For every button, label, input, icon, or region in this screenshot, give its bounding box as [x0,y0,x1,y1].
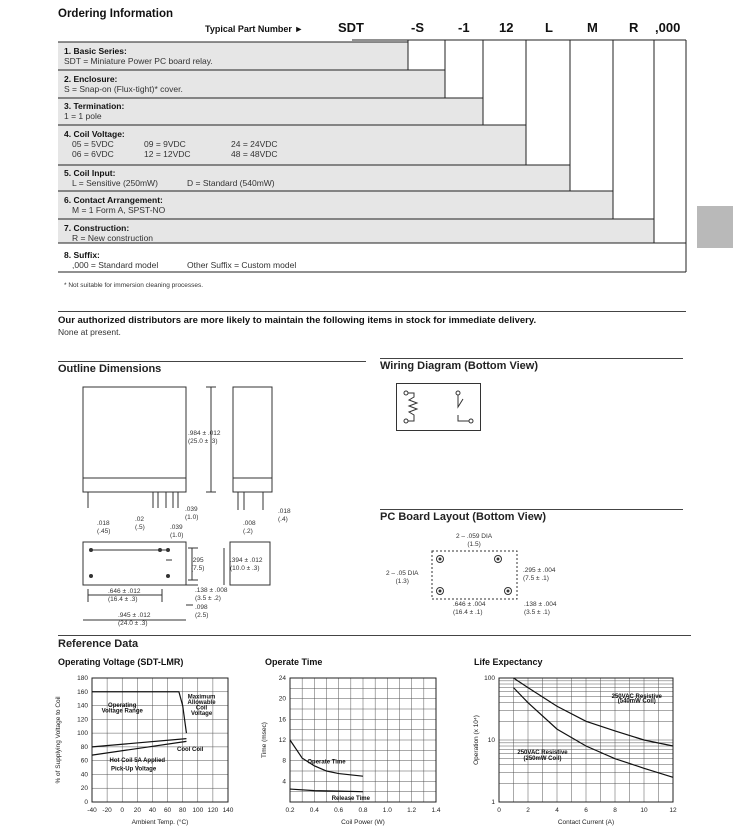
y-tick-label: 60 [80,757,88,765]
wiring-diagram [396,383,481,431]
annotation-label: Cool Coil [177,747,204,754]
y-tick-label: 20 [278,695,286,703]
row-line: L = Sensitive (250mW) [72,178,158,188]
row-line: 12 = 12VDC [144,149,191,159]
x-axis-label: Ambient Temp. (°C) [131,819,189,826]
x-tick-label: 0 [120,807,125,814]
annotation-label: Voltage [190,711,213,718]
row-line: S = Snap-on (Flux-tight)* cover. [64,84,183,94]
pcb-dim-059: 2 – .059 DIA (1.5) [456,533,493,548]
row-contact-arrangement [64,195,165,215]
y-tick-label: 160 [77,688,88,696]
y-tick-label: 80 [80,743,88,751]
side-tab [697,206,733,248]
annotation-label: Pick-Up Voltage [110,766,157,773]
row-line: Other Suffix = Custom model [187,260,297,270]
x-tick-label: 140 [222,807,234,814]
x-tick-label: 1.4 [431,807,441,814]
dim-008: .008 (.2) [243,520,256,535]
chart2-title: Operate Time [265,657,323,667]
row-line: SDT = Miniature Power PC board relay. [64,56,213,66]
annotation-label: 250VAC Resistive [611,693,662,700]
dim-138: .138 ± .008 (3.5 ± .2) [195,587,228,602]
y-tick-label: 120 [77,716,88,724]
life-expectancy-chart [468,672,688,830]
dim-height: .984 ± .012 (25.0 ± .3) [188,430,221,445]
x-tick-label: 0.6 [334,807,344,814]
annotation-label: 250VAC Resistive [517,749,568,756]
y-tick-label: 4 [282,778,286,786]
x-tick-label: 0.4 [309,807,319,814]
part-seg-2: -S [411,20,424,35]
y-axis-label: Time (msec) [261,722,268,758]
series-line [92,741,186,755]
y-tick-label: 24 [278,675,286,682]
row-construction [64,223,153,243]
series-line [92,739,186,747]
row-line: 06 = 6VDC [72,149,114,159]
row-title: 5. Coil Input: [64,168,116,178]
annotation-label: Hot Coil 5A Applied [109,758,166,765]
x-tick-label: 0.8 [358,807,368,814]
annotation-label: Release Time [331,795,370,802]
part-seg-3: -1 [458,20,470,35]
row-line: 48 = 48VDC [231,149,278,159]
dim-098: .098 (2.5) [195,604,209,619]
part-seg-7: R [629,20,639,35]
x-tick-label: 80 [179,807,187,814]
reference-title: Reference Data [58,638,139,650]
annotation-label: Operating [108,702,137,709]
row-coil-input [64,168,275,188]
annotation-label: Voltage Range [101,708,143,715]
annotation-label: (540mW Coil) [617,698,656,705]
y-tick-label: 1 [491,799,495,806]
row-title: 4. Coil Voltage: [64,129,125,139]
x-tick-label: 4 [555,807,559,814]
y-tick-label: 0 [84,799,88,806]
y-tick-label: 140 [77,702,88,710]
x-tick-label: 40 [148,807,157,814]
part-seg-8: ,000 [655,20,681,35]
pcb-dim-138: .138 ± .004 (3.5 ± .1) [524,601,557,616]
y-tick-label: 12 [278,737,286,744]
y-tick-label: 16 [278,716,286,724]
part-seg-1: SDT [338,20,364,35]
row-basic-series [64,46,213,66]
dim-02: .02 (.5) [135,516,145,531]
x-tick-label: 1.0 [382,807,392,814]
x-tick-label: 0 [497,807,501,814]
x-tick-label: 0.2 [285,807,295,814]
annotation-label: Allowable [187,700,216,707]
chart1-title: Operating Voltage (SDT-LMR) [58,657,184,667]
row-title: 1. Basic Series: [64,46,127,56]
part-seg-4: 12 [499,20,514,35]
footnote: * Not suitable for immersion cleaning processes. [64,282,204,289]
outline-title: Outline Dimensions [58,363,162,375]
x-tick-label: -40 [87,807,97,814]
operate-time-chart [258,672,448,830]
x-tick-label: 10 [640,807,648,814]
row-line: ,000 = Standard model [72,260,159,270]
distributors-heading: Our authorized distributors are more likely to maintain the following items in stock for immediate delivery. [58,315,537,326]
annotation-label: (250mW Coil) [523,755,562,762]
y-tick-label: 100 [484,675,495,682]
x-tick-label: 100 [192,807,204,814]
dim-945: .945 ± .012 (24.0 ± .3) [118,612,151,627]
dim-018l: .018 (.45) [97,520,111,535]
row-title: 2. Enclosure: [64,74,118,84]
pcb-dim-295: .295 ± .004 (7.5 ± .1) [523,567,556,582]
dim-039b: .039 (1.0) [170,524,184,539]
row-line: 09 = 9VDC [144,139,186,149]
row-title: 8. Suffix: [64,250,100,260]
row-line: 24 = 24VDC [231,139,278,149]
pcb-layout [420,545,530,605]
x-tick-label: 20 [133,807,141,814]
row-line: M = 1 Form A, SPST-NO [72,205,166,215]
distributors-text: None at present. [58,327,121,337]
dim-018r: .018 (.4) [278,508,291,523]
row-line: R = New construction [72,233,154,243]
row-title: 7. Construction: [64,223,130,233]
row-title: 6. Contact Arrangement: [64,195,163,205]
x-tick-label: 1.2 [407,807,417,814]
y-tick-label: 100 [77,730,88,738]
y-axis-label: Operation (x 10⁴) [473,715,480,765]
wiring-title: Wiring Diagram (Bottom View) [380,360,538,372]
annotation-label: Operate Time [307,759,346,766]
dim-646: .646 ± .012 (16.4 ± .3) [108,588,141,603]
x-axis-label: Contact Current (A) [557,819,615,826]
y-tick-label: 40 [80,771,88,779]
row-line: D = Standard (540mW) [187,178,275,188]
x-axis-label: Coil Power (W) [341,819,385,826]
row-title: 3. Termination: [64,101,125,111]
y-tick-label: 180 [77,675,88,682]
pcb-dim-646: .646 ± .004 (16.4 ± .1) [453,601,486,616]
chart3-title: Life Expectancy [474,657,543,667]
x-tick-label: 2 [526,807,530,814]
part-seg-6: M [587,20,598,35]
annotation-label: Coil [195,705,208,712]
y-tick-label: 8 [282,757,286,765]
x-tick-label: 12 [669,807,677,814]
y-tick-label: 20 [80,785,88,793]
row-suffix [64,250,297,270]
x-tick-label: 60 [163,807,172,814]
dim-295: .295 (7.5) [191,557,205,572]
row-termination [64,101,124,121]
typical-part-label: Typical Part Number ► [205,24,304,34]
x-tick-label: -20 [102,807,112,814]
y-axis-label: % of Supplying Voltage to Coil [55,696,62,784]
outline-drawing [58,380,308,630]
row-enclosure [64,74,183,94]
dim-039a: .039 (1.0) [185,506,199,521]
pcb-dim-05: 2 – .05 DIA (1.3) [386,570,419,585]
operating-voltage-chart [52,672,252,830]
x-tick-label: 6 [584,807,588,814]
pcb-title: PC Board Layout (Bottom View) [380,511,547,523]
row-line: 05 = 5VDC [72,139,114,149]
x-tick-label: 120 [207,807,219,814]
row-line: 1 = 1 pole [64,111,102,121]
row-coil-voltage [64,129,278,159]
part-seg-5: L [545,20,553,35]
dim-394: .394 ± .012 (10.0 ± .3) [230,557,263,572]
x-tick-label: 8 [613,807,617,814]
annotation-label: Maximum [187,694,216,701]
y-tick-label: 10 [487,737,495,744]
ordering-title: Ordering Information [58,8,173,20]
